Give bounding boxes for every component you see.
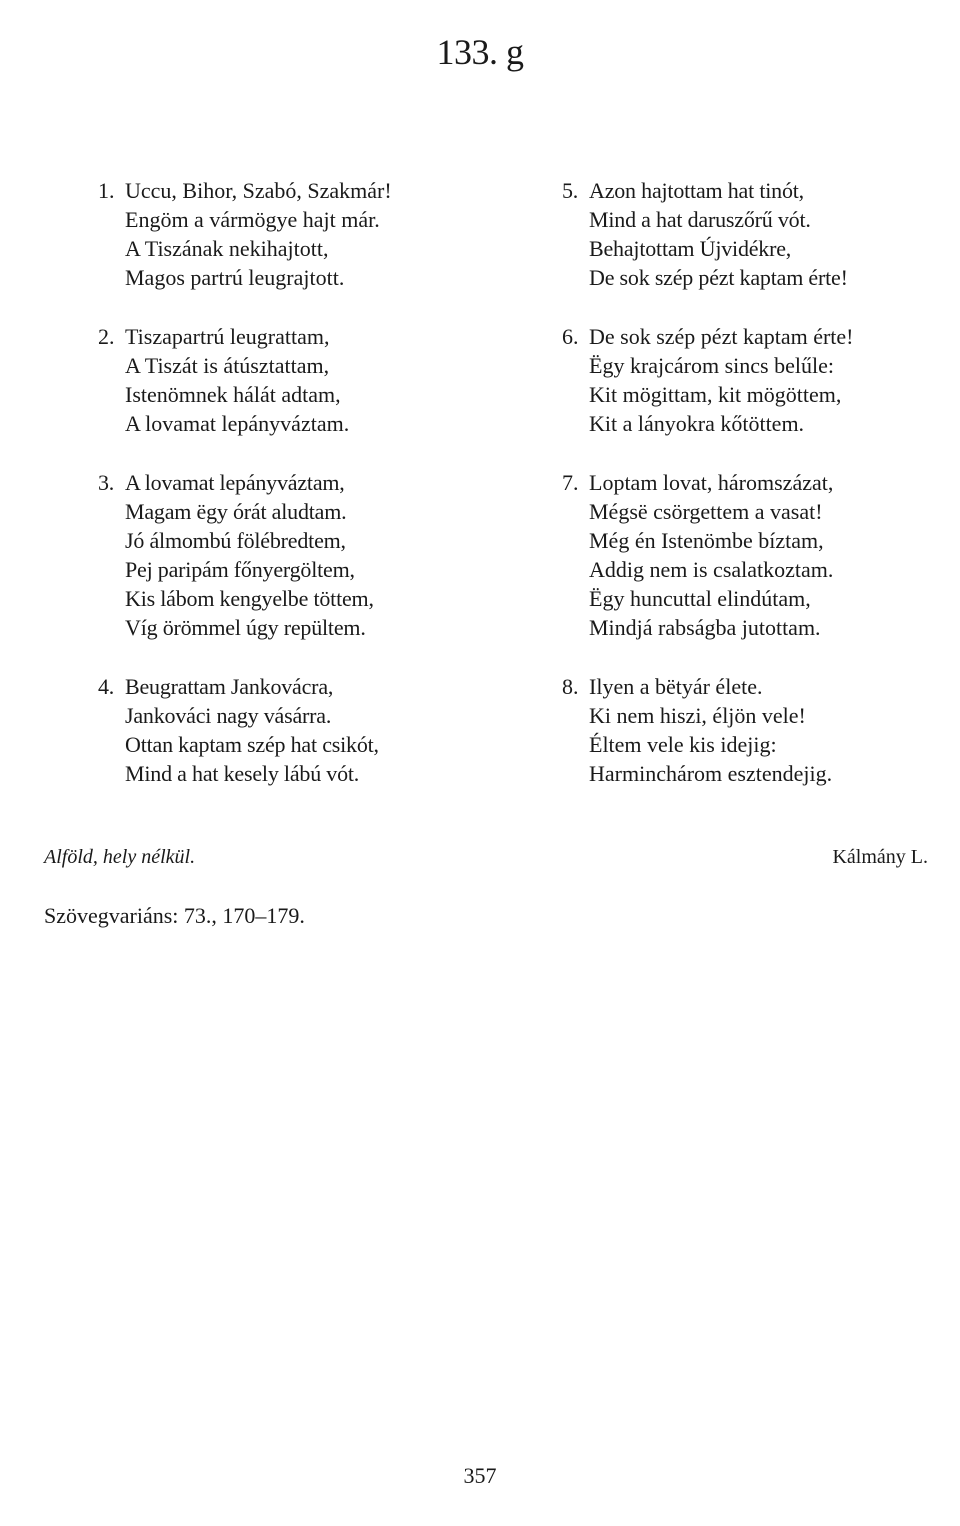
stanza-line: Magam ëgy órát aludtam.	[125, 499, 347, 524]
stanza-line: De sok szép pézt kaptam érte!	[589, 265, 848, 290]
stanza-line: 3. A lovamat lepányváztam,	[98, 470, 345, 495]
stanza-line: Kis lábom kengyelbe töttem,	[125, 586, 374, 611]
stanza-line: 2. Tiszapartrú leugrattam,	[98, 324, 330, 349]
stanza-line: A Tiszának nekihajtott,	[125, 236, 329, 261]
stanza-number: 5.	[562, 178, 579, 203]
stanza-line: 8. Ilyen a bëtyár élete.	[562, 674, 763, 699]
left-column	[98, 176, 498, 818]
stanza-line: Ottan kaptam szép hat csikót,	[125, 732, 379, 757]
stanza-line: Víg örömmel úgy repültem.	[125, 615, 366, 640]
stanza-line: 7. Loptam lovat, háromszázat,	[562, 470, 834, 495]
stanza-line: 6. De sok szép pézt kaptam érte!	[562, 324, 854, 349]
stanza-number: 8.	[562, 674, 579, 699]
collector-name: Kálmány L.	[832, 846, 928, 868]
stanza-line: 4. Beugrattam Jankovácra,	[98, 674, 334, 699]
stanza-number: 4.	[98, 674, 115, 699]
collection-place: Alföld, hely nélkül.	[44, 846, 196, 868]
stanza-number: 1.	[98, 178, 115, 203]
stanza-8	[562, 672, 942, 788]
stanza-line: Engöm a vármögye hajt már.	[125, 207, 380, 232]
stanza-line: Kit a lányokra kőtöttem.	[589, 411, 805, 436]
stanza-line: 1. Uccu, Bihor, Szabó, Szakmár!	[98, 178, 392, 203]
stanza-line: Jankováci nagy vásárra.	[125, 703, 332, 728]
stanza-line: Ki nem hiszi, éljön vele!	[589, 703, 806, 728]
stanza-1	[98, 176, 498, 292]
stanza-line: A lovamat lepányváztam.	[125, 411, 350, 436]
text-variants-note: Szövegvariáns: 73., 170–179.	[44, 903, 305, 928]
song-number-title: 133. g	[436, 32, 524, 72]
stanza-number: 3.	[98, 470, 115, 495]
stanza-line: 5. Azon hajtottam hat tinót,	[562, 178, 804, 203]
stanza-4	[98, 672, 498, 788]
stanza-line: Mind a hat kesely lábú vót.	[125, 761, 360, 786]
stanza-line: Magos partrú leugrajtott.	[125, 265, 345, 290]
right-column	[562, 176, 942, 818]
stanza-3	[98, 468, 498, 642]
stanza-5	[562, 176, 942, 292]
page-number: 357	[463, 1463, 497, 1488]
stanza-2	[98, 322, 498, 438]
stanza-line: Még én Istenömbe bíztam,	[589, 528, 824, 553]
stanza-line: Mind a hat daruszőrű vót.	[589, 207, 811, 232]
stanza-number: 7.	[562, 470, 579, 495]
stanza-number: 6.	[562, 324, 579, 349]
stanza-line: Ëgy krajcárom sincs belűle:	[589, 353, 834, 378]
stanza-line: Behajtottam Újvidékre,	[589, 236, 792, 261]
stanza-line: Kit mögittam, kit mögöttem,	[589, 382, 842, 407]
stanza-line: Jó álmombú fölébredtem,	[125, 528, 346, 553]
stanza-line: Pej paripám főnyergöltem,	[125, 557, 355, 582]
stanza-7	[562, 468, 942, 642]
stanza-line: Mégsë csörgettem a vasat!	[589, 499, 823, 524]
stanza-line: Addig nem is csalatkoztam.	[589, 557, 834, 582]
stanza-6	[562, 322, 942, 438]
stanza-line: Harminchárom esztendejig.	[589, 761, 833, 786]
stanza-number: 2.	[98, 324, 115, 349]
stanza-line: A Tiszát is átúsztattam,	[125, 353, 330, 378]
stanza-line: Ëgy huncuttal elindútam,	[589, 586, 811, 611]
stanza-line: Éltem vele kis idejig:	[589, 732, 777, 757]
stanza-line: Mindjá rabságba jutottam.	[589, 615, 821, 640]
stanza-line: Istenömnek hálát adtam,	[125, 382, 341, 407]
